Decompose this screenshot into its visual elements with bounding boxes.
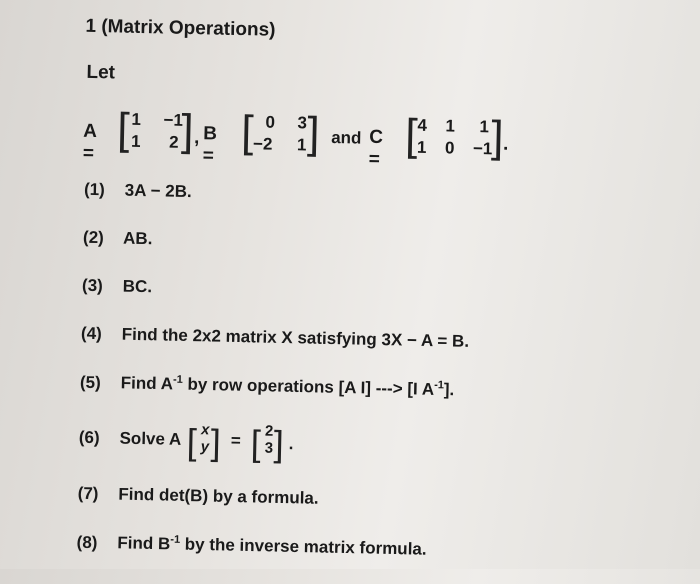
problem-8-pre: Find B: [117, 533, 171, 554]
problem-5-pre: Find A: [120, 373, 174, 394]
vector-2: 2: [264, 422, 274, 440]
problem-6-post: .: [288, 434, 294, 454]
problem-2: [83, 228, 153, 249]
matrix-c-r2c2: 0: [444, 138, 455, 158]
matrix-a-r2c1: 1: [130, 131, 141, 151]
matrix-c-r1c1: 4: [417, 115, 428, 135]
matrix-a-r1c2: −1: [163, 110, 184, 130]
matrix-c-r2c1: 1: [416, 137, 427, 157]
problem-5-sup-2: -1: [434, 379, 445, 392]
matrix-c-right-bracket: ]: [490, 112, 504, 162]
problem-6: [78, 421, 339, 473]
problem-5-sup-1: -1: [172, 373, 183, 386]
matrix-b-r1c2: 3: [297, 113, 308, 133]
and-connector: and: [330, 127, 362, 148]
problem-2-text: AB.: [122, 228, 153, 249]
matrix-b-r2c2: 1: [296, 135, 307, 155]
problem-8-number: (8): [76, 532, 98, 552]
problem-6-pre: Solve A: [119, 428, 182, 449]
vector-xy-right-bracket: ]: [210, 421, 222, 463]
problem-5-number: (5): [79, 372, 101, 392]
problem-5-mid: by row operations [A I] ---> [I A: [182, 374, 435, 399]
matrix-b-label: B =: [202, 123, 218, 167]
problem-3-number: (3): [81, 275, 104, 296]
matrix-definitions: [82, 104, 509, 170]
matrix-a-label: A =: [82, 120, 97, 164]
matrix-a-comma: ,: [193, 127, 200, 149]
vector-23-right-bracket: ]: [273, 422, 285, 465]
problem-4-number: (4): [80, 323, 103, 344]
problem-6-equals: =: [230, 430, 241, 451]
problem-4: [81, 324, 469, 352]
matrix-a-r2c2: 2: [168, 132, 179, 152]
matrix-c-period: .: [502, 133, 509, 155]
matrix-c-r1c2: 1: [445, 116, 456, 136]
vector-xy-left-bracket: [: [186, 421, 198, 463]
problem-1: [84, 180, 192, 202]
problem-5-post: ].: [443, 380, 455, 400]
problem-8: [76, 532, 426, 560]
matrix-c-r1c3: 1: [479, 117, 490, 137]
vector-x: x: [200, 421, 210, 439]
problem-1-text: 3A − 2B.: [124, 180, 192, 202]
problem-7-number: (7): [77, 483, 99, 504]
problem-3-text: BC.: [122, 276, 153, 297]
vector-y: y: [200, 438, 210, 456]
matrix-b-right-bracket: ]: [306, 108, 321, 158]
matrix-b-r1c1: 0: [265, 112, 276, 132]
problem-4-text: Find the 2x2 matrix X satisfying 3X − A = B.: [121, 324, 470, 351]
matrix-a-r1c1: 1: [131, 109, 142, 129]
page-title: 1 (Matrix Operations): [85, 15, 276, 41]
vector-23-left-bracket: [: [250, 422, 262, 464]
problem-8-sup: -1: [170, 533, 181, 546]
matrix-a-left-bracket: [: [116, 104, 131, 154]
matrix-c-r2c3: −1: [472, 138, 493, 159]
matrix-a-right-bracket: ]: [180, 105, 195, 156]
matrix-c-left-bracket: [: [404, 110, 419, 160]
problem-3: [82, 276, 152, 297]
matrix-b-r2c1: −2: [252, 134, 273, 154]
problem-8-post: by the inverse matrix formula.: [179, 534, 427, 559]
problem-7: [77, 484, 318, 509]
vector-3: 3: [264, 439, 274, 457]
problem-5: [80, 372, 455, 400]
matrix-b-left-bracket: [: [240, 107, 255, 157]
intro-text: Let: [86, 61, 116, 84]
problem-7-text: Find det(B) by a formula.: [118, 484, 319, 508]
problem-6-number: (6): [78, 427, 100, 448]
matrix-c-label: C =: [368, 126, 384, 170]
problem-1-number: (1): [83, 179, 106, 200]
problem-2-number: (2): [82, 227, 105, 248]
